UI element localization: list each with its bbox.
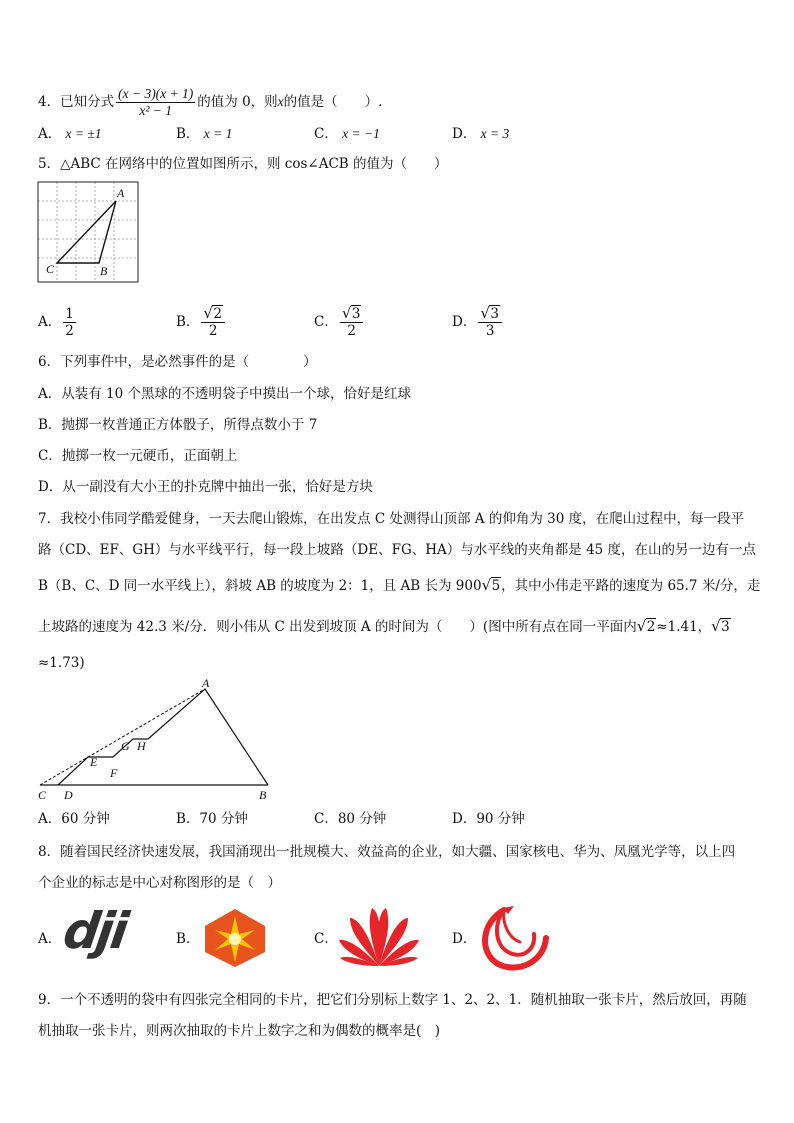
q8-option-a-label: A． [38, 931, 62, 947]
label-b: B [100, 264, 108, 278]
q8-line-1: 8．随着国民经济快速发展，我国涌现出一批规模大、效益高的企业，如大疆、国家核电、华为、凤凰光学等，以上四 [38, 844, 736, 860]
q8-option-b-label: B． [176, 931, 200, 947]
q4-option-c: C． x = −1 [314, 126, 380, 142]
q5-option-b: B． √ $\frac{2}{2}$ [176, 306, 227, 339]
label-a: A [202, 676, 210, 690]
q4-option-b: B． x = 1 [176, 126, 233, 142]
label-h: H [137, 739, 146, 753]
q4-fraction: $\frac{(x - 3)(x + 1)}{\text{x² − 1}}$ [118, 86, 194, 118]
dji-logo: dji [59, 902, 130, 960]
q7-mountain-figure [30, 672, 280, 804]
q7-line-1: 7．我校小伟同学酷爱健身，一天去爬山锻炼，在出发点 C 处测得山顶部 A 的仰角为 30 度，在爬山过程中，每一段平 [38, 511, 745, 527]
q8-line-2: 个企业的标志是中心对称图形的是（ ） [38, 875, 281, 891]
q4-stem: 4．已知分式 $\frac{(x - 3)(x + 1)}{\text{x² − 1}}$ 的值为 0，则x的值是（ ）. [38, 86, 383, 118]
q7-line-5: ≈1.73) [38, 655, 85, 671]
q5-grid-figure [36, 180, 140, 284]
q4-option-d: D． x = 3 [452, 126, 510, 142]
q7-line-4: 上坡路的速度为 42.3 米/分．则小伟从 C 出发到坡顶 A 的时间为（ ）(图中所有点在同一平面内√ 2≈1.41，√ 3 [38, 617, 731, 637]
phoenix-optics-logo [474, 904, 554, 974]
label-b: B [259, 788, 267, 802]
mountain-path [58, 689, 268, 785]
sqrt-2: √ 2 [637, 617, 657, 637]
q6-option-b: B．抛掷一枚普通正方体骰子，所得点数小于 7 [38, 417, 318, 433]
q5-option-a: A． $\frac{1}{2}$ [38, 306, 74, 339]
q6-option-a: A．从装有 10 个黑球的不透明袋子中摸出一个球，恰好是红球 [38, 386, 412, 402]
nuclear-power-logo [200, 906, 270, 970]
label-a: A [117, 186, 125, 200]
q8-option-d-label: D． [452, 931, 477, 947]
q7-option-d: D．90 分钟 [452, 811, 525, 827]
line-ca-dashed [40, 689, 205, 785]
q7-option-c: C．80 分钟 [314, 811, 387, 827]
label-d: D [64, 788, 73, 802]
q9-line-2: 机抽取一张卡片，则两次抽取的卡片上数字之和为偶数的概率是( ) [38, 1023, 441, 1039]
sqrt-5: √ 5 [482, 576, 502, 596]
label-g: G [121, 739, 130, 753]
q5-option-d: D． √ $\frac{3}{3}$ [452, 306, 504, 339]
label-e: E [90, 755, 98, 769]
label-f: F [110, 766, 118, 780]
q9-line-1: 9．一个不透明的袋中有四张完全相同的卡片，把它们分别标上数字 1、2、2、1．随机抽取一张卡片，然后放回，再随 [38, 992, 747, 1008]
q6-option-c: C．抛掷一枚一元硬币，正面朝上 [38, 448, 238, 464]
q6-stem: 6．下列事件中，是必然事件的是（ ） [38, 354, 317, 370]
q8-option-c-label: C． [314, 931, 338, 947]
q7-line-3: B（B、C、D 同一水平线上），斜坡 AB 的坡度为 2：1，且 AB 长为 900√ 5，其中小伟走平路的速度为 65.7 米/分，走 [38, 576, 760, 596]
q7-line-2: 路（CD、EF、GH）与水平线平行，每一段上坡路（DE、FG、HA）与水平线的夹角都是 45 度，在山的另一边有一点 [38, 542, 757, 558]
q4-option-a: A． x = ±1 [38, 126, 102, 142]
q7-option-a: A．60 分钟 [38, 811, 110, 827]
q6-option-d: D．从一副没有大小王的扑克牌中抽出一张，恰好是方块 [38, 479, 373, 495]
q5-stem: 5．△ABC 在网络中的位置如图所示，则 cos∠ACB 的值为（ ） [38, 156, 448, 172]
huawei-logo [336, 904, 422, 970]
label-c: C [46, 262, 55, 276]
q5-option-c: C． √ $\frac{3}{2}$ [314, 306, 365, 339]
sqrt-3: √ 3 [711, 617, 731, 637]
q7-option-b: B．70 分钟 [176, 811, 248, 827]
label-c: C [38, 788, 47, 802]
triangle-abc [57, 201, 116, 263]
